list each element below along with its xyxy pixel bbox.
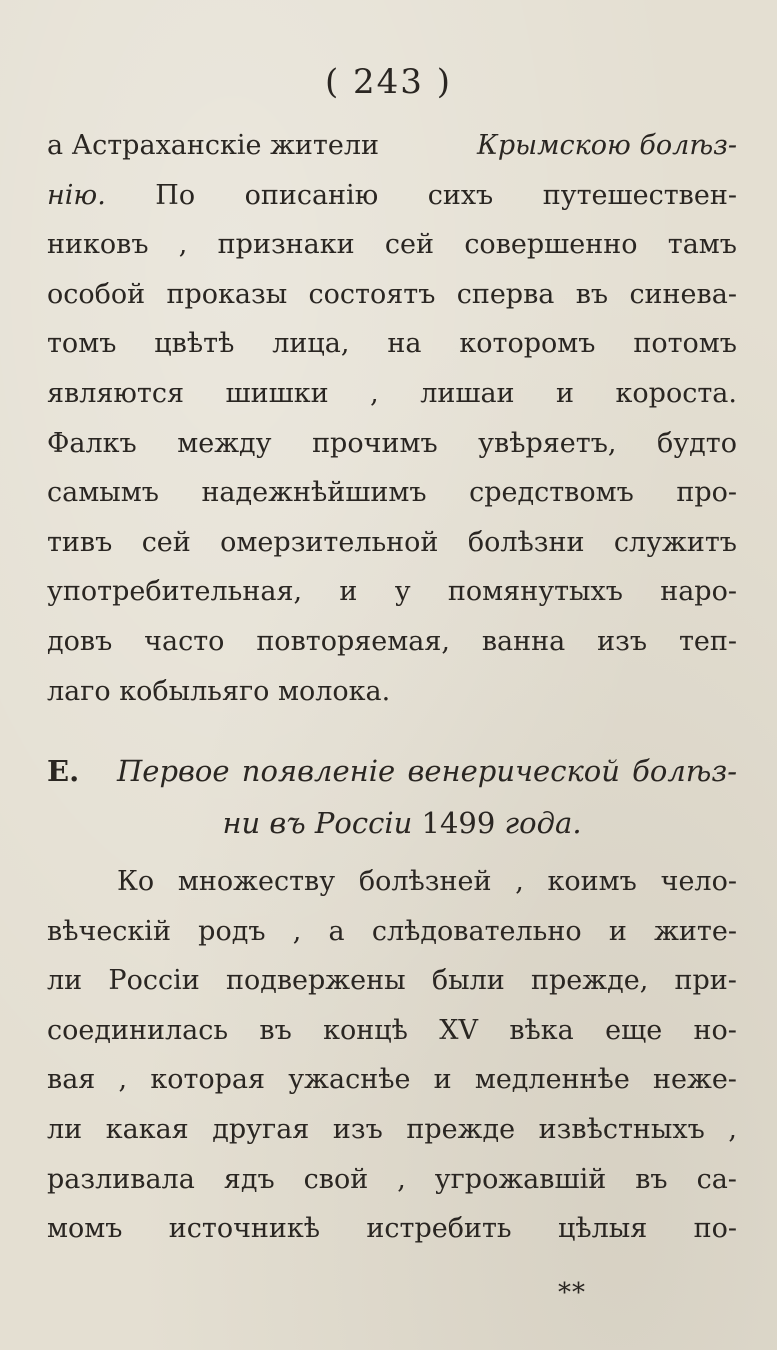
- word: сей: [384, 229, 435, 261]
- word: момъ: [47, 1213, 123, 1245]
- word: путешествен-: [542, 179, 737, 211]
- text-line: [47, 518, 737, 568]
- word: источникѣ: [168, 1213, 321, 1245]
- word: неже-: [653, 1064, 737, 1096]
- word: короста.: [615, 377, 737, 409]
- text-line: [47, 319, 737, 369]
- word: особой: [47, 278, 146, 310]
- word: вѣка: [509, 1014, 574, 1046]
- word: ,: [397, 1163, 406, 1195]
- word: между: [177, 427, 272, 459]
- paragraph-1: [47, 121, 737, 716]
- word: которомъ: [459, 328, 596, 360]
- word: являются: [47, 377, 185, 409]
- word: извѣстныхъ: [538, 1113, 705, 1145]
- word: въ: [575, 278, 609, 310]
- word: жите-: [654, 915, 737, 947]
- word: состоятъ: [308, 278, 436, 310]
- page-number: ( 243 ): [324, 62, 453, 102]
- text-line: [47, 1055, 737, 1105]
- section-heading: [47, 745, 737, 849]
- word: цвѣтѣ: [154, 328, 235, 360]
- word: ванна: [481, 625, 566, 657]
- text-line: [47, 369, 737, 419]
- word: слѣдовательно: [371, 915, 582, 947]
- word: самымъ: [47, 477, 159, 509]
- word: сей: [141, 526, 191, 558]
- word: томъ: [47, 328, 117, 360]
- italic-segment: Крымскою болѣз-: [476, 130, 737, 161]
- word: ,: [178, 229, 188, 261]
- text-line: [47, 857, 737, 907]
- word: коимъ: [547, 866, 637, 897]
- word: и: [433, 1064, 452, 1096]
- word: Россіи: [108, 965, 200, 997]
- word: изъ: [332, 1113, 383, 1145]
- section-letter: Е.: [47, 754, 80, 788]
- word: теп-: [678, 625, 737, 657]
- word: вая: [47, 1064, 96, 1096]
- word: проказы: [166, 278, 288, 310]
- word: ,: [515, 866, 524, 897]
- word: подвержены: [225, 965, 406, 997]
- word: а: [328, 915, 345, 947]
- catchword-signature: **: [558, 1278, 586, 1308]
- word: часто: [144, 625, 225, 657]
- word: ужаснѣе: [288, 1064, 411, 1096]
- text-line: [47, 1204, 737, 1254]
- text-line: [47, 270, 737, 320]
- word: употребительная,: [47, 576, 303, 608]
- word: изъ: [597, 625, 648, 657]
- word: въ: [259, 1014, 292, 1046]
- section-year: 1499: [421, 806, 496, 840]
- word: другая: [212, 1113, 310, 1145]
- word: болѣзней: [358, 866, 492, 897]
- word: концѣ: [323, 1014, 408, 1046]
- section-title-part: ни въ Россіи: [222, 806, 413, 840]
- word: По: [155, 179, 196, 211]
- word: свой: [303, 1163, 369, 1195]
- section-title-line-2: [47, 797, 737, 849]
- section-title-part: года.: [504, 806, 582, 840]
- word: у: [394, 576, 411, 608]
- word: вѣческій: [47, 915, 171, 947]
- word: синева-: [629, 278, 737, 310]
- word: еще: [605, 1014, 663, 1046]
- word: угрожавшій: [434, 1163, 607, 1195]
- word: ли: [47, 1113, 83, 1145]
- section-title-line-1: Первое появленіе венерической болѣз-: [117, 754, 737, 788]
- italic-segment: нію.: [47, 179, 106, 211]
- word: и: [339, 576, 358, 608]
- word: разливала: [47, 1163, 195, 1195]
- word: которая: [150, 1064, 266, 1096]
- word: потомъ: [633, 328, 737, 360]
- text-line: [47, 956, 737, 1006]
- word: прежде,: [531, 965, 649, 997]
- word: будто: [657, 427, 737, 459]
- word: болѣзни: [467, 526, 585, 558]
- word: наро-: [660, 576, 737, 608]
- word: ,: [370, 377, 379, 409]
- word: и: [608, 915, 627, 947]
- word: лица,: [272, 328, 350, 360]
- word: признаки: [217, 229, 355, 261]
- word: Фалкъ: [47, 427, 137, 459]
- word: никовъ: [47, 229, 149, 261]
- word: совершенно: [464, 229, 638, 261]
- word: лишаи: [420, 377, 515, 409]
- word: Ко: [117, 866, 155, 897]
- word: омерзительной: [220, 526, 439, 558]
- word: описанію: [244, 179, 379, 211]
- word: помянутыхъ: [447, 576, 623, 608]
- word: ,: [728, 1113, 737, 1145]
- word: сихъ: [427, 179, 494, 211]
- word: увѣряетъ,: [478, 427, 617, 459]
- text-segment: а Астраханскіе жители: [47, 130, 379, 161]
- word: ядъ: [223, 1163, 275, 1195]
- word: ли: [47, 965, 83, 997]
- word: и: [556, 377, 575, 409]
- paragraph-2: [47, 857, 737, 1254]
- text-line: [47, 419, 737, 469]
- text-line: [47, 220, 737, 270]
- text-line: [47, 617, 737, 667]
- text-line: [47, 468, 737, 518]
- word: про-: [676, 477, 737, 509]
- text-line: [47, 1006, 737, 1056]
- word: тамъ: [667, 229, 737, 261]
- word: множеству: [177, 866, 336, 897]
- word: сперва: [456, 278, 555, 310]
- word: тивъ: [47, 526, 113, 558]
- word: служитъ: [613, 526, 737, 558]
- word: надежнѣйшимъ: [201, 477, 427, 509]
- word: шишки: [225, 377, 329, 409]
- text-line: [47, 171, 737, 221]
- text-line: [47, 121, 737, 171]
- word: цѣлыя: [557, 1213, 648, 1245]
- word: прочимъ: [312, 427, 438, 459]
- text-line: [47, 1155, 737, 1205]
- word: истребить: [366, 1213, 512, 1245]
- word: довъ: [47, 625, 113, 657]
- word: прежде: [406, 1113, 516, 1145]
- word: въ: [635, 1163, 668, 1195]
- word: при-: [674, 965, 737, 997]
- word: но-: [693, 1014, 737, 1046]
- word: по-: [693, 1213, 737, 1245]
- word: медленнѣе: [474, 1064, 630, 1096]
- word: соединилась: [47, 1014, 229, 1046]
- word: XV: [439, 1014, 478, 1046]
- word: были: [431, 965, 505, 997]
- word: ,: [292, 915, 302, 947]
- word: средствомъ: [469, 477, 634, 509]
- word: на: [387, 328, 422, 360]
- word: чело-: [660, 866, 737, 897]
- word: са-: [696, 1163, 737, 1195]
- word: повторяемая,: [256, 625, 450, 657]
- text-line: [47, 1105, 737, 1155]
- word: родъ: [198, 915, 266, 947]
- text-line: лаго кобыльяго молока.: [47, 675, 391, 707]
- word: ,: [118, 1064, 128, 1096]
- text-line: [47, 567, 737, 617]
- word: какая: [105, 1113, 189, 1145]
- text-line: [47, 907, 737, 957]
